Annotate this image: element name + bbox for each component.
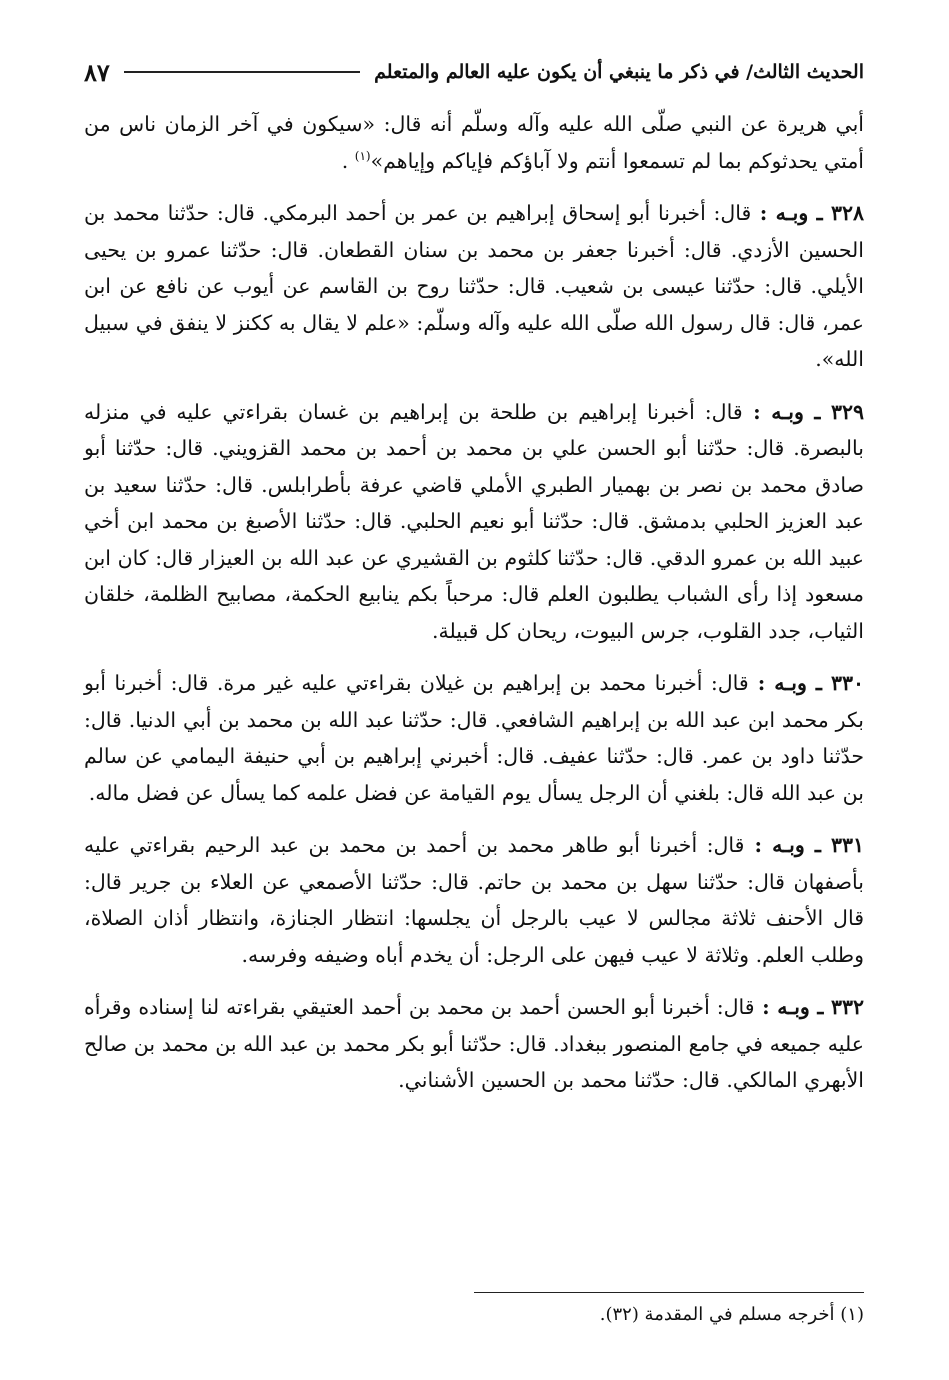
hadith-number: ٣٣٠: [830, 671, 864, 695]
hadith-separator: ـ وبـه :: [742, 399, 831, 424]
page-number: ٨٧: [84, 57, 110, 87]
header-rule: [124, 71, 360, 73]
footnote-reference[interactable]: (١): [354, 148, 371, 163]
paragraph-text: قال: أخبرنا محمد بن إبراهيم بن غيلان بقراءتي عليه غير مرة. قال: أخبرنا أبو بكر محمد ابن عبد الله بن إبراهيم الشافعي. قال: حدّثنا عبد الله بن محمد بن أبي الدنيا. قال: حدّثنا داود بن عمر. قال: حدّثنا عفيف. قال: أخبرني إبراهيم بن أبي حنيفة اليمامي عن سالم بن عبد الله قال: بلغني أن الرجل يسأل يوم القيامة عن فضل علمه كما يسأل عن فضل ماله.: [84, 671, 864, 805]
paragraph-text-end: .: [341, 148, 355, 173]
hadith-separator: ـ وبـه :: [751, 201, 831, 225]
hadith-number: ٣٢٨: [830, 201, 864, 225]
footnote: (١) أخرجه مسلم في المقدمة (٣٢).: [599, 1304, 864, 1325]
hadith-329: [84, 394, 864, 650]
book-page: [84, 52, 864, 1362]
paragraph-text: قال: أخبرنا أبو طاهر محمد بن أحمد بن محمد بن عبد الرحيم بقراءتي عليه بأصفهان قال: حدّثنا سهل بن محمد بن حاتم. قال: حدّثنا الأصمعي عن العلاء بن جرير قال: قال الأحنف ثلاثة مجالس لا عيب بالرجل أن يجلسها: انتظار الجنازة، وانتظار أذان الصلاة، وطلب العلم. وثلاثة لا عيب فيهن على الرجل: أن يخدم أباه وضيفه وفرسه.: [84, 833, 864, 967]
footnote-rule: [474, 1292, 864, 1293]
hadith-330: [84, 665, 864, 811]
main-text: [84, 106, 864, 1099]
paragraph-text: قال: أخبرنا أبو إسحاق إبراهيم بن عمر بن أحمد البرمكي. قال: حدّثنا محمد بن الحسين الأزدي. قال: أخبرنا جعفر بن محمد بن سنان القطعان. قال: حدّثنا عمرو بن يحيى الأيلي. قال: حدّثنا عيسى بن شعيب. قال: حدّثنا روح بن القاسم عن أيوب عن نافع عن ابن عمر، قال: قال رسول الله صلّى الله عليه وآله وسلّم: «علم لا يقال به ككنز لا ينفق في سبيل الله».: [84, 201, 864, 371]
hadith-separator: ـ وبـه :: [748, 671, 831, 695]
paragraph-continuation: [84, 106, 864, 179]
hadith-separator: ـ وبـه :: [754, 995, 831, 1019]
hadith-331: [84, 827, 864, 973]
hadith-332: [84, 989, 864, 1099]
running-title: الحديث الثالث/ في ذكر ما ينبغي أن يكون عليه العالم والمتعلم: [374, 61, 864, 83]
paragraph-text: أبي هريرة عن النبي صلّى الله عليه وآله وسلّم أنه قال: «سيكون في آخر الزمان ناس من أمتي يحدثوكم بما لم تسمعوا أنتم ولا آباؤكم فإياكم وإياهم»: [84, 112, 864, 173]
hadith-number: ٣٣١: [830, 833, 864, 857]
hadith-number: ٣٣٢: [830, 995, 864, 1019]
hadith-number: ٣٢٩: [830, 399, 864, 424]
paragraph-text: قال: أخبرنا أبو الحسن أحمد بن محمد بن أحمد العتيقي بقراءته لنا إسناده وقرأه عليه جميعه في جامع المنصور ببغداد. قال: حدّثنا أبو بكر محمد بن عبد الله بن محمد بن صالح الأبهري المالكي. قال: حدّثنا محمد بن الحسين الأشناني.: [84, 995, 864, 1092]
paragraph-text: قال: أخبرنا إبراهيم بن طلحة بن إبراهيم بن غسان بقراءتي عليه في منزله بالبصرة. قال: حدّثنا أبو الحسن علي بن محمد بن أحمد بن محمد القزويني. قال: حدّثنا أبو صادق محمد بن نصر بن بهميار الطبري الأملي قاضي عرفة بأطرابلس. قال: حدّثنا سعيد بن عبد العزيز الحلبي بدمشق. قال: حدّثنا أبو نعيم الحلبي. قال: حدّثنا الأصبغ بن محمد ابن أخي عبيد الله بن عمرو الدقي. قال: حدّثنا كلثوم بن القشيري عن عبد الله بن العيزار قال: كان ابن مسعود إذا رأى الشباب يطلبون العلم قال: مرحباً بكم ينابيع الحكمة، مصابيح الظلمة، خلقان الثياب، جدد القلوب، جرس البيوت، ريحان كل قبيلة.: [84, 399, 864, 643]
running-header: [84, 52, 864, 92]
hadith-328: [84, 195, 864, 378]
hadith-separator: ـ وبـه :: [744, 833, 831, 857]
